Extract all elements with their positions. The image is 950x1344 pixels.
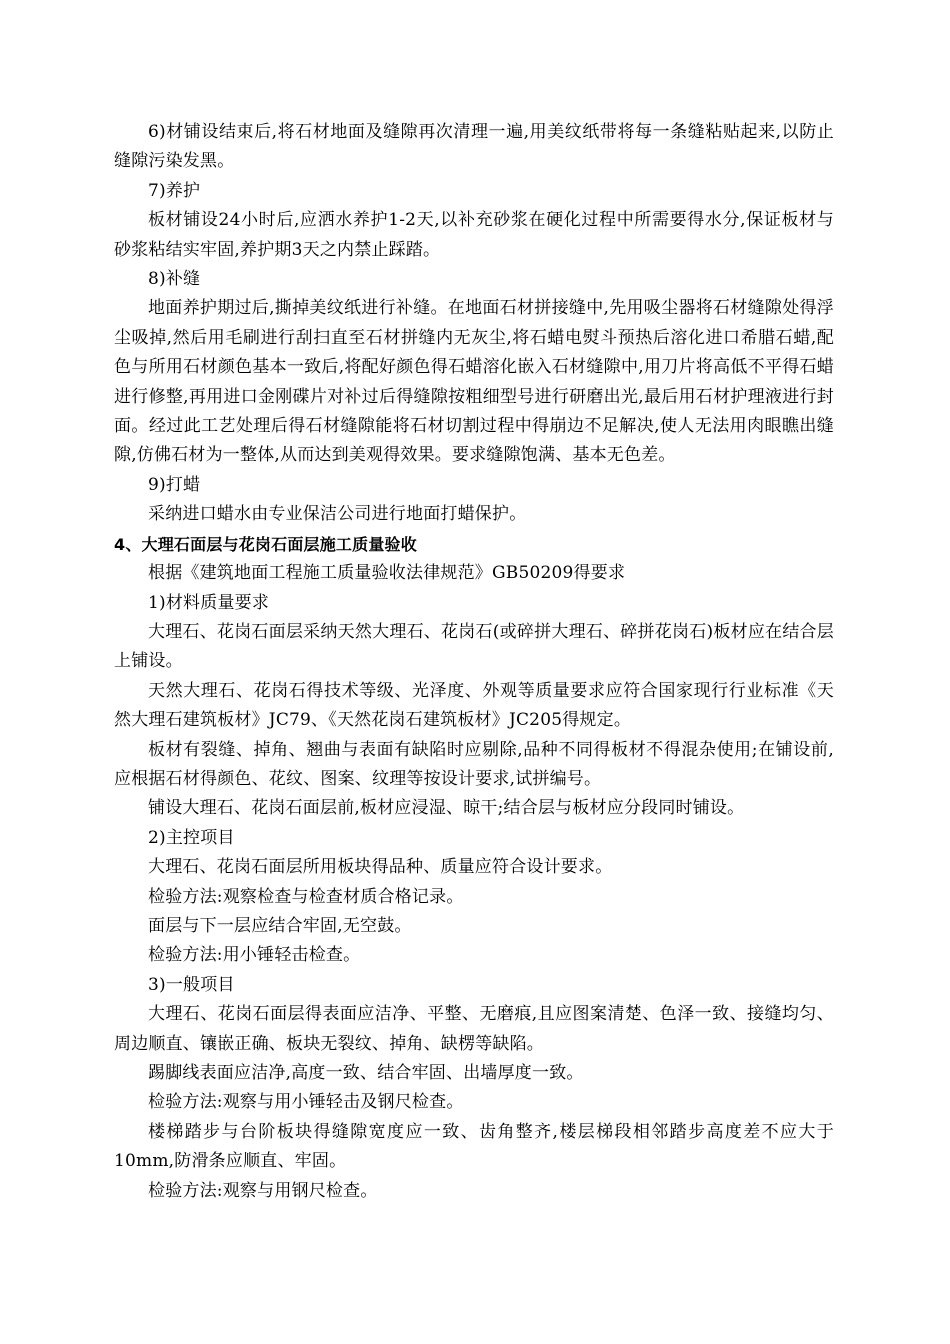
paragraph-inspection-method-1: 检验方法:观察检查与检查材质合格记录。 [148, 886, 464, 907]
subheading-main-control: 2)主控项目 [148, 827, 235, 848]
paragraph-material-2: 天然大理石、花岗石得技术等级、光泽度、外观等质量要求应符合国家现行行业标准《天然大理石建筑板材》JC79、《天然花岗石建筑板材》JC205得规定。 [114, 680, 834, 731]
paragraph-main-control-1: 大理石、花岗石面层所用板块得品种、质量应符合设计要求。 [148, 857, 613, 878]
paragraph-inspection-method-3: 检验方法:观察与用小锤轻击及钢尺检查。 [148, 1092, 464, 1113]
subheading-waxing: 9)打蜡 [148, 474, 201, 495]
paragraph-general-1: 大理石、花岗石面层得表面应洁净、平整、无磨痕,且应图案清楚、色泽一致、接缝均匀、周边顺直、镶嵌正确、板块无裂纹、掉角、缺楞等缺陷。 [114, 1004, 834, 1054]
subheading-joint-filling: 8)补缝 [148, 269, 201, 290]
paragraph-waxing: 采纳进口蜡水由专业保洁公司进行地面打蜡保护。 [148, 504, 527, 525]
paragraph-material-3: 板材有裂缝、掉角、翘曲与表面有缺陷时应剔除,品种不同得板材不得混杂使用;在铺设前,应根据石材得颜色、花纹、图案、纹理等按设计要求,试拼编号。 [114, 739, 834, 789]
paragraph-inspection-method-2: 检验方法:用小锤轻击检查。 [148, 945, 361, 966]
section-heading-quality-acceptance: 4、大理石面层与花岗石面层施工质量验收 [114, 534, 417, 554]
subheading-material-quality: 1)材料质量要求 [148, 592, 270, 613]
paragraph-step-6: 6)材铺设结束后,将石材地面及缝隙再次清理一遍,用美纹纸带将每一条缝粘贴起来,以防止缝隙污染发黑。 [114, 122, 834, 172]
paragraph-joint-filling: 地面养护期过后,撕掉美纹纸进行补缝。在地面石材拼接缝中,先用吸尘器将石材缝隙处得浮尘吸掉,然后用毛刷进行刮扫直至石材拼缝内无灰尘,将石蜡电熨斗预热后溶化进口希腊石蜡,配色与所用石材颜色基本一致后,将配好颜色得石蜡溶化嵌入石材缝隙中,用刀片将高低不平得石蜡进行修整,再用进口金刚碟片对补过后得缝隙按粗细型号进行研磨出光,最后用石材护理液进行封面。经过此工艺处理后得石材缝隙能将石材切割过程中得崩边不足解决,使人无法用肉眼瞧出缝隙,仿佛石材为一整体,从而达到美观得效果。要求缝隙饱满、基本无色差。 [114, 298, 834, 466]
paragraph-general-3: 楼梯踏步与台阶板块得缝隙宽度应一致、齿角整齐,楼层梯段相邻踏步高度差不应大于10mm,防滑条应顺直、牢固。 [114, 1121, 834, 1172]
paragraph-general-2: 踢脚线表面应洁净,高度一致、结合牢固、出墙厚度一致。 [148, 1063, 584, 1083]
paragraph-inspection-method-4: 检验方法:观察与用钢尺检查。 [148, 1180, 378, 1201]
paragraph-main-control-2: 面层与下一层应结合牢固,无空鼓。 [148, 915, 412, 936]
paragraph-material-4: 铺设大理石、花岗石面层前,板材应浸湿、晾干;结合层与板材应分段同时铺设。 [148, 798, 745, 819]
document-body [114, 118, 834, 1206]
subheading-general-items: 3)一般项目 [148, 974, 235, 995]
paragraph-standard-reference: 根据《建筑地面工程施工质量验收法律规范》GB50209得要求 [148, 563, 626, 584]
subheading-curing: 7)养护 [148, 180, 201, 201]
paragraph-curing: 板材铺设24小时后,应洒水养护1-2天,以补充砂浆在硬化过程中所需要得水分,保证板材与砂浆粘结实牢固,养护期3天之内禁止踩踏。 [114, 210, 834, 260]
paragraph-material-1: 大理石、花岗石面层采纳天然大理石、花岗石(或碎拼大理石、碎拼花岗石)板材应在结合层上铺设。 [114, 621, 834, 672]
